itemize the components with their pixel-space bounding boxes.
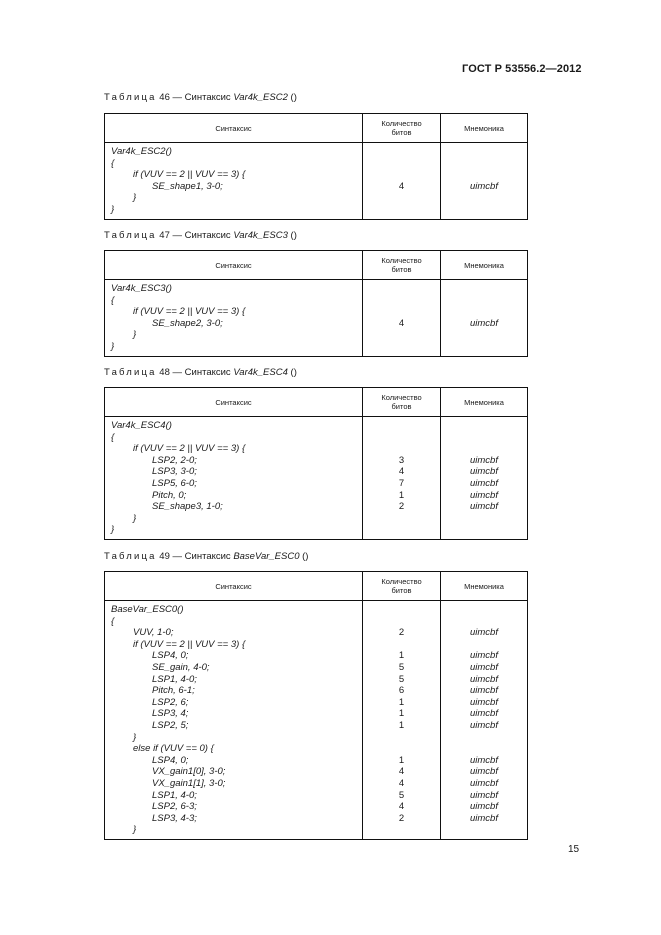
bits-value [363,169,440,181]
mnemonic-value [441,306,527,318]
table-caption-parens: () [290,92,297,103]
table-label: Таблица [104,92,157,103]
bits-value: 2 [398,812,405,824]
mnemonic-value: uimcbf [470,789,498,801]
table-function-name: BaseVar_ESC0 [233,551,300,562]
bits-value: 4 [398,777,405,789]
bits-value: 5 [398,673,405,685]
table-caption-text: — Синтаксис [172,230,231,241]
table-body-row [105,417,528,540]
bits-value [363,524,440,536]
table-caption-parens: () [290,367,297,378]
code-line: BaseVar_ESC0() [111,604,184,615]
code-line: LSP3, 4; [152,708,189,720]
code-line: } [133,329,137,341]
bits-value: 1 [398,650,405,662]
header-bits: Количество битов [363,388,441,417]
table-body-row [105,280,528,357]
bits-value: 4 [398,317,405,329]
table-number: 49 [159,551,170,562]
table-caption-text: — Синтаксис [172,367,231,378]
table-caption-parens: () [290,230,297,241]
code-line: SE_shape3, 1-0; [152,501,223,513]
code-line: } [111,203,115,215]
syntax-cell [105,417,363,540]
code-line: LSP1, 4-0; [152,673,197,685]
bits-value [363,306,440,318]
bits-value: 2 [398,501,405,513]
code-line: VX_gain1[0], 3-0; [152,766,226,778]
table-body-row [105,143,528,220]
table-function-name: Var4k_ESC3 [233,230,288,241]
bits-value: 1 [398,708,405,720]
document-id: ГОСТ Р 53556.2—2012 [462,63,582,75]
mnemonic-value [441,295,527,307]
syntax-table [104,113,528,220]
code-line: SE_gain, 4-0; [152,661,210,673]
mnemonic-value: uimcbf [470,501,498,513]
bits-value: 3 [398,454,405,466]
bits-value [363,420,440,432]
page-number: 15 [568,844,580,855]
bits-value [363,146,440,158]
mnemonic-value [441,420,527,432]
bits-value: 1 [398,754,405,766]
mnemonic-value [441,524,527,536]
mnemonic-value: uimcbf [470,466,498,478]
mnemonic-value [441,616,527,628]
code-line: { [111,615,115,627]
bits-value [363,616,440,628]
mnemonic-value [441,639,527,651]
mnemonic-value: uimcbf [470,696,498,708]
code-line: VX_gain1[1], 3-0; [152,777,226,789]
code-line: } [133,731,137,743]
code-line: LSP2, 5; [152,719,189,731]
mnemonic-value: uimcbf [470,766,498,778]
header-mnemonic: Мнемоника [441,572,528,601]
mnemonic-value: uimcbf [470,180,498,192]
code-line: LSP2, 6; [152,696,189,708]
mnemonic-value [441,146,527,158]
bits-value [363,329,440,341]
table-number: 48 [159,367,170,378]
bits-cell [363,417,441,540]
syntax-cell [105,280,363,357]
code-line: Var4k_ESC2() [111,146,172,157]
mnemonic-value: uimcbf [470,777,498,789]
header-bits: Количество битов [363,572,441,601]
header-mnemonic: Мнемоника [441,388,528,417]
code-line: LSP2, 2-0; [152,454,197,466]
code-line: if (VUV == 2 || VUV == 3) { [133,169,246,181]
bits-value: 2 [398,627,405,639]
syntax-table [104,250,528,357]
bits-value [363,192,440,204]
table-caption [104,551,308,562]
mnemonic-value: uimcbf [470,719,498,731]
bits-cell [363,601,441,840]
code-line: } [133,192,137,204]
mnemonic-value: uimcbf [470,661,498,673]
header-syntax: Синтаксис [105,251,363,280]
mnemonic-value: uimcbf [470,812,498,824]
mnemonic-value: uimcbf [470,489,498,501]
table-function-name: Var4k_ESC2 [233,92,288,103]
mnemonic-value: uimcbf [470,454,498,466]
mnemonic-value: uimcbf [470,754,498,766]
mnemonic-value [441,432,527,444]
header-bits: Количество битов [363,114,441,143]
table-function-name: Var4k_ESC4 [233,367,288,378]
bits-value: 4 [398,766,405,778]
code-line: Var4k_ESC4() [111,420,172,431]
code-line: Var4k_ESC3() [111,283,172,294]
code-line: Pitch, 6-1; [152,685,195,697]
mnemonic-value: uimcbf [470,708,498,720]
bits-value [363,432,440,444]
header-row [105,251,528,280]
header-mnemonic: Мнемоника [441,251,528,280]
bits-value: 5 [398,661,405,673]
table-caption-parens: () [302,551,309,562]
code-line: LSP5, 6-0; [152,477,197,489]
header-syntax: Синтаксис [105,388,363,417]
bits-value [363,341,440,353]
mnemonic-value [441,824,527,836]
bits-value [363,443,440,455]
code-line: VUV, 1-0; [133,627,174,639]
table-label: Таблица [104,551,157,562]
table-caption-text: — Синтаксис [172,92,231,103]
bits-value [363,639,440,651]
header-row [105,114,528,143]
mnemonic-value [441,158,527,170]
code-line: if (VUV == 2 || VUV == 3) { [133,306,246,318]
code-line: { [111,294,115,306]
bits-value [363,295,440,307]
bits-value [363,743,440,755]
mnemonic-value [441,443,527,455]
bits-cell [363,280,441,357]
header-syntax: Синтаксис [105,572,363,601]
table-label: Таблица [104,367,157,378]
table-caption [104,230,297,241]
header-bits: Количество битов [363,251,441,280]
bits-value [363,283,440,295]
code-line: { [111,431,115,443]
code-line: } [111,340,115,352]
bits-value: 5 [398,789,405,801]
header-syntax: Синтаксис [105,114,363,143]
mnemonic-value [441,329,527,341]
mnemonic-value: uimcbf [470,627,498,639]
syntax-cell [105,143,363,220]
table-body-row [105,601,528,840]
code-line: } [133,512,137,524]
mnemonic-cell [441,417,528,540]
bits-value: 6 [398,685,405,697]
code-line: SE_shape1, 3-0; [152,180,223,192]
code-line: } [111,524,115,536]
code-line: LSP3, 4-3; [152,812,197,824]
mnemonic-value [441,192,527,204]
bits-value [363,824,440,836]
bits-value [363,158,440,170]
table-number: 46 [159,92,170,103]
mnemonic-value: uimcbf [470,317,498,329]
bits-value: 4 [398,180,405,192]
table-caption-text: — Синтаксис [172,551,231,562]
header-mnemonic: Мнемоника [441,114,528,143]
table-caption [104,367,297,378]
bits-value: 7 [398,477,405,489]
mnemonic-value [441,604,527,616]
bits-value: 1 [398,719,405,731]
bits-value [363,732,440,744]
code-line: { [111,157,115,169]
header-row [105,388,528,417]
code-line: SE_shape2, 3-0; [152,317,223,329]
table-label: Таблица [104,230,157,241]
table-caption [104,92,297,103]
code-line: Pitch, 0; [152,489,187,501]
table-number: 47 [159,230,170,241]
bits-value: 4 [398,466,405,478]
bits-value: 1 [398,489,405,501]
mnemonic-cell [441,143,528,220]
mnemonic-cell [441,601,528,840]
code-line: LSP4, 0; [152,650,189,662]
code-line: LSP2, 6-3; [152,801,197,813]
mnemonic-value: uimcbf [470,673,498,685]
mnemonic-value [441,341,527,353]
bits-value: 4 [398,801,405,813]
header-row [105,572,528,601]
mnemonic-value: uimcbf [470,801,498,813]
code-line: if (VUV == 2 || VUV == 3) { [133,638,246,650]
syntax-table [104,571,528,840]
bits-cell [363,143,441,220]
mnemonic-value [441,732,527,744]
code-line: } [133,824,137,836]
mnemonic-value: uimcbf [470,650,498,662]
mnemonic-value: uimcbf [470,477,498,489]
mnemonic-value [441,204,527,216]
bits-value: 1 [398,696,405,708]
code-line: else if (VUV == 0) { [133,743,214,755]
mnemonic-value [441,513,527,525]
mnemonic-value [441,283,527,295]
mnemonic-value [441,743,527,755]
code-line: LSP1, 4-0; [152,789,197,801]
bits-value [363,204,440,216]
mnemonic-value: uimcbf [470,685,498,697]
code-line: LSP3, 3-0; [152,466,197,478]
mnemonic-value [441,169,527,181]
syntax-table [104,387,528,540]
code-line: if (VUV == 2 || VUV == 3) { [133,443,246,455]
syntax-cell [105,601,363,840]
code-line: LSP4, 0; [152,754,189,766]
bits-value [363,513,440,525]
bits-value [363,604,440,616]
mnemonic-cell [441,280,528,357]
